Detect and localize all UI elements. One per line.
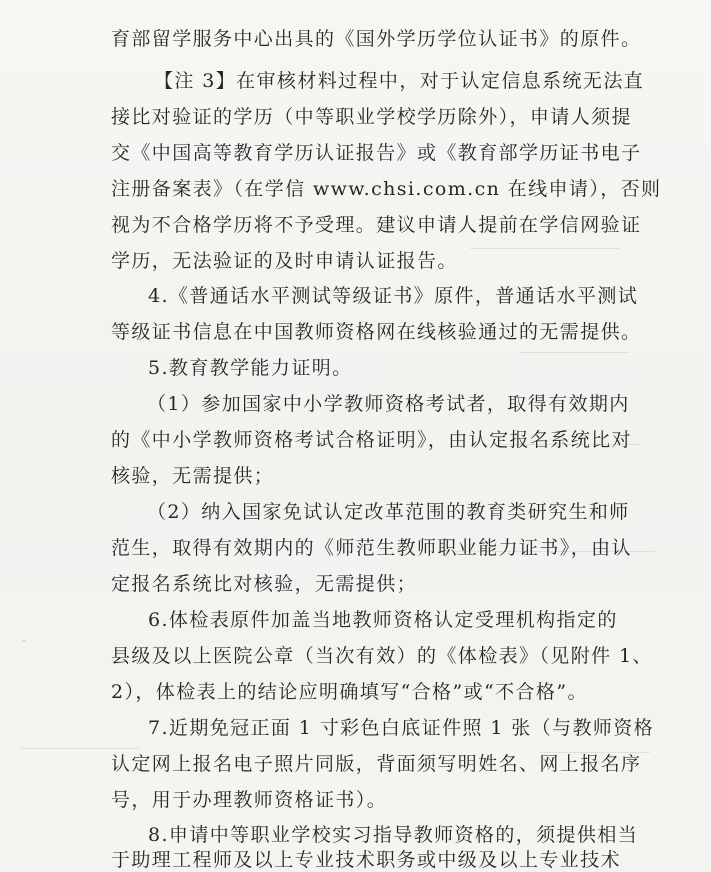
- body-line: 等级证书信息在中国教师资格网在线核验通过的无需提供。: [111, 321, 642, 343]
- body-line: 核验，无需提供；: [111, 465, 275, 487]
- body-line: 2），体检表上的结论应明确填写“合格”或“不合格”。: [111, 681, 588, 703]
- body-line: 8.申请中等职业学校实习指导教师资格的，须提供相当: [148, 824, 639, 846]
- body-line: 5.教育教学能力证明。: [148, 357, 353, 379]
- bleed-through-mark: [22, 640, 26, 642]
- body-line: 学历，无法验证的及时申请认证报告。: [111, 250, 458, 272]
- body-line: 【注 3】在审核材料过程中，对于认定信息系统无法直: [154, 70, 645, 92]
- body-line: 注册备案表》（在学信 www.chsi.com.cn 在线申请），否则: [111, 178, 662, 200]
- body-line: 号，用于办理教师资格证书）。: [111, 789, 388, 811]
- body-line: 于助理工程师及以上专业技术职务或中级及以上专业技术: [111, 849, 622, 871]
- body-line: 6.体检表原件加盖当地教师资格认定受理机构指定的: [148, 609, 618, 631]
- body-line: 交《中国高等教育学历认证报告》或《教育部学历证书电子: [111, 142, 642, 164]
- bleed-through-mark: [470, 248, 620, 249]
- body-line: 育部留学服务中心出具的《国外学历学位认证书》的原件。: [111, 28, 642, 50]
- bleed-through-mark: [20, 748, 140, 749]
- body-line: 接比对验证的学历（中等职业学校学历除外），申请人须提: [111, 106, 632, 128]
- bleed-through-mark: [520, 352, 630, 353]
- body-line: 定报名系统比对核验，无需提供；: [111, 573, 418, 595]
- body-line: 7.近期免冠正面 1 寸彩色白底证件照 1 张（与教师资格: [148, 717, 655, 739]
- body-line: （1）参加国家中小学教师资格考试者，取得有效期内: [147, 393, 630, 415]
- body-line: 4.《普通话水平测试等级证书》原件，普通话水平测试: [148, 285, 639, 307]
- body-line: （2）纳入国家免试认定改革范围的教育类研究生和师: [147, 501, 630, 523]
- body-line: 范生，取得有效期内的《师范生教师职业能力证书》，由认: [111, 537, 632, 559]
- body-line: 的《中小学教师资格考试合格证明》，由认定报名系统比对: [111, 429, 632, 451]
- body-line: 视为不合格学历将不予受理。建议申请人提前在学信网验证: [111, 214, 642, 236]
- body-line: 县级及以上医院公章（当次有效）的《体检表》（见附件 1、: [111, 645, 653, 667]
- body-line: 认定网上报名电子照片同版，背面须写明姓名、网上报名序: [111, 753, 642, 775]
